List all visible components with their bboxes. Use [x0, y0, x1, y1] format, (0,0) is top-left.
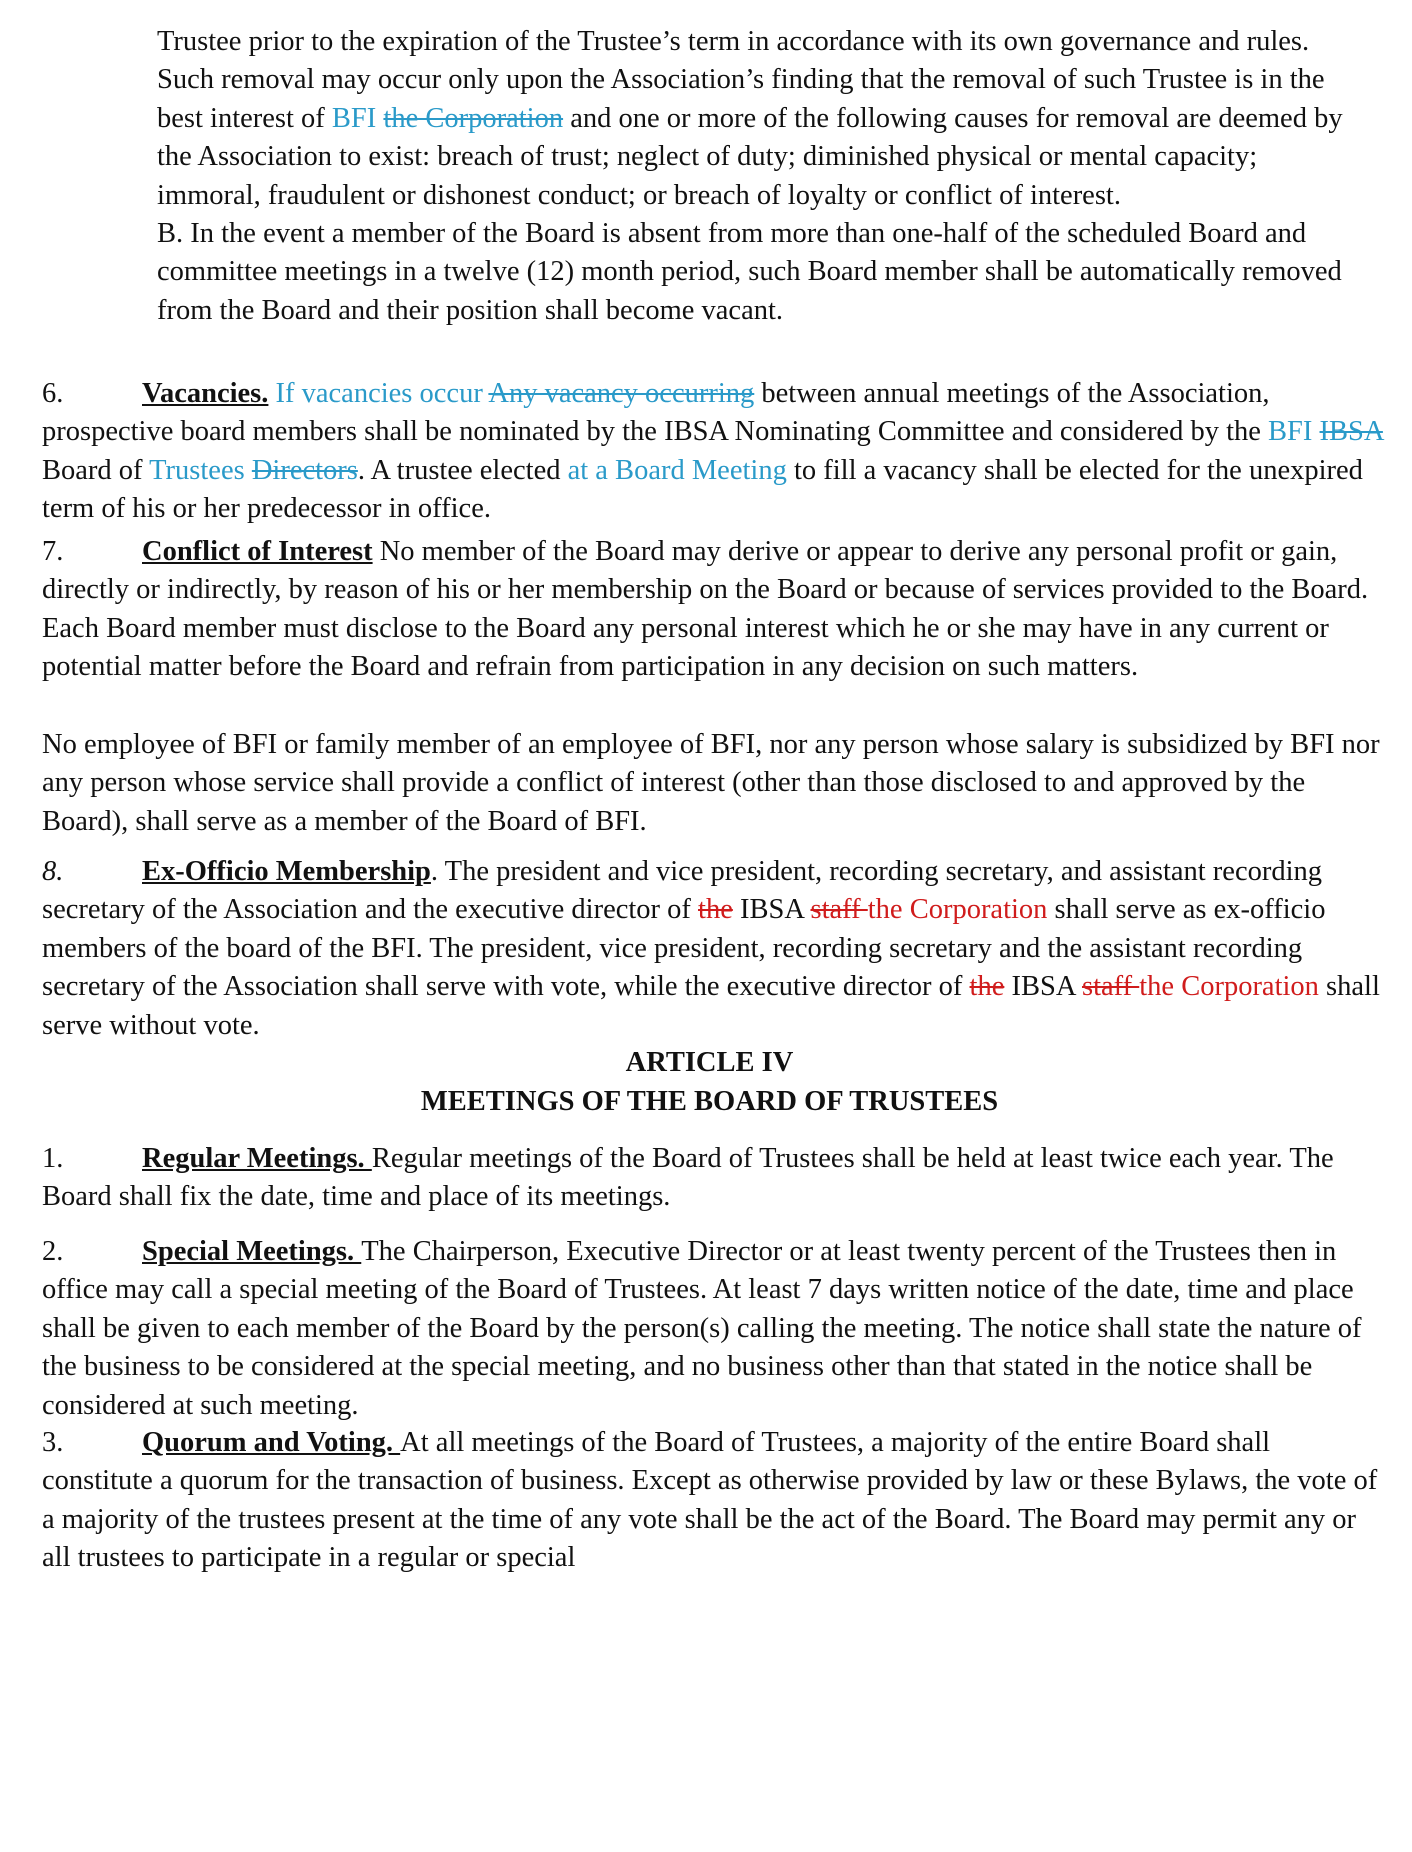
section-number: 8. [42, 856, 64, 887]
insertion-bfi: BFI [331, 102, 377, 134]
section-heading: Quorum and Voting. [142, 1427, 401, 1458]
body-text: between annual meetings of the Association, prospective board members shall be nominated by the IBSA Nominating Committee and considered by the [42, 378, 1270, 448]
insertion: at a Board Meeting [567, 454, 787, 486]
section-number: 3. [42, 1427, 64, 1458]
conflict-employee-paragraph [42, 726, 1387, 841]
section-ex-officio [42, 853, 1387, 1045]
body-text: shall serve without vote. [42, 971, 1380, 1041]
section-number: 7. [42, 536, 64, 567]
body-text: Regular meetings of the Board of Trustees shall be held at least twice each year. The Board shall fix the date, time and place of its meetings. [42, 1143, 1334, 1213]
deletion: Directors [251, 454, 358, 486]
article-number: ARTICLE IV [625, 1047, 794, 1078]
section-number: 6. [42, 378, 64, 409]
body-text: IBSA [1004, 971, 1082, 1003]
insertion: Trustees [149, 454, 245, 486]
insertion: the Corporation [867, 894, 1048, 926]
body-text: . A trustee elected [357, 454, 568, 486]
removal-text-2: and one or more of the following causes for removal are deemed by the Association to exist: breach of trust; neglect of duty; diminished physical or mental capacity; immoral, fraudulent or dishonest conduct; or breach of loyalty or conflict of interest. [157, 102, 1343, 211]
body-text: Board of [42, 454, 150, 486]
absence-text: B. In the event a member of the Board is absent from more than one-half of the scheduled Board and committee meetings in a twelve (12) month period, such Board member shall be automatically removed from the Board and their position shall become vacant. [157, 218, 1342, 326]
insertion: If vacancies occur [275, 378, 483, 409]
deletion: the [698, 894, 733, 926]
section-regular-meetings [42, 1140, 1387, 1217]
deletion: staff [810, 894, 868, 926]
section-heading: Vacancies. [142, 378, 269, 409]
body-text: . The president and vice president, recording secretary, and assistant recording secretary of the Association and the executive director of [42, 856, 1323, 926]
section-special-meetings [42, 1233, 1387, 1425]
body-text: The Chairperson, Executive Director or at least twenty percent of the Trustees then in office may call a special meeting of the Board of Trustees. At least 7 days written notice of the date, time and place shall be given to each member of the Board by the person(s) calling the meeting. The notice shall state the nature of the business to be considered at the special meeting, and no business other than that stated in the notice shall be considered at such meeting. [42, 1236, 1362, 1421]
body-text: IBSA [732, 894, 811, 926]
section-heading: Ex-Officio Membership [142, 856, 431, 887]
section-heading: Conflict of Interest [142, 536, 373, 567]
insertion: BFI [1268, 416, 1313, 448]
absence-paragraph [157, 215, 1357, 330]
section-quorum-and-voting [42, 1424, 1387, 1578]
deletion: Any vacancy occurring [488, 378, 755, 409]
section-conflict-of-interest [42, 533, 1387, 687]
removal-text-1: Trustee prior to the expiration of the Trustee’s term in accordance with its own governance and rules. Such removal may occur only upon the Association’s finding that the removal of such Trustee is in the best interest of [157, 26, 1325, 134]
section-heading: Regular Meetings. [142, 1143, 372, 1174]
removal-paragraph [157, 23, 1357, 215]
deletion: the [969, 971, 1005, 1003]
insertion: the Corporation [1139, 971, 1319, 1003]
body-text: shall serve as ex-officio members of the board of the BFI. The president, vice president, recording secretary and the assistant recording secretary of the Association shall serve with vote, while the executive director of [42, 894, 1326, 1003]
section-heading: Special Meetings. [142, 1236, 362, 1267]
section-number: 2. [42, 1236, 64, 1267]
section-vacancies [42, 375, 1387, 529]
section-number: 1. [42, 1143, 64, 1174]
body-text: No member of the Board may derive or appear to derive any personal profit or gain, directly or indirectly, by reason of his or her membership on the Board or because of services provided to the Board. Each Board member must disclose to the Board any personal interest which he or she may have in any current or potential matter before the Board and refrain from participation in any decision on such matters. [42, 536, 1369, 683]
body-text: At all meetings of the Board of Trustees, a majority of the entire Board shall constitute a quorum for the transaction of business. Except as otherwise provided by law or these Bylaws, the vote of a majority of the trustees present at the time of any vote shall be the act of the Board. The Board may permit any or all trustees to participate in a regular or special [42, 1427, 1378, 1574]
article-title: MEETINGS OF THE BOARD OF TRUSTEES [420, 1086, 999, 1117]
deletion: IBSA [1319, 416, 1383, 448]
body-text: No employee of BFI or family member of an employee of BFI, nor any person whose salary is subsidized by BFI nor any person whose service shall provide a conflict of interest (other than those disclosed to and approved by the Board), shall serve as a member of the Board of BFI. [42, 729, 1380, 837]
deletion: staff [1081, 971, 1140, 1003]
body-text: to fill a vacancy shall be elected for the unexpired term of his or her predecessor in office. [42, 454, 1363, 525]
deletion-the-corporation: the Corporation [383, 102, 564, 134]
